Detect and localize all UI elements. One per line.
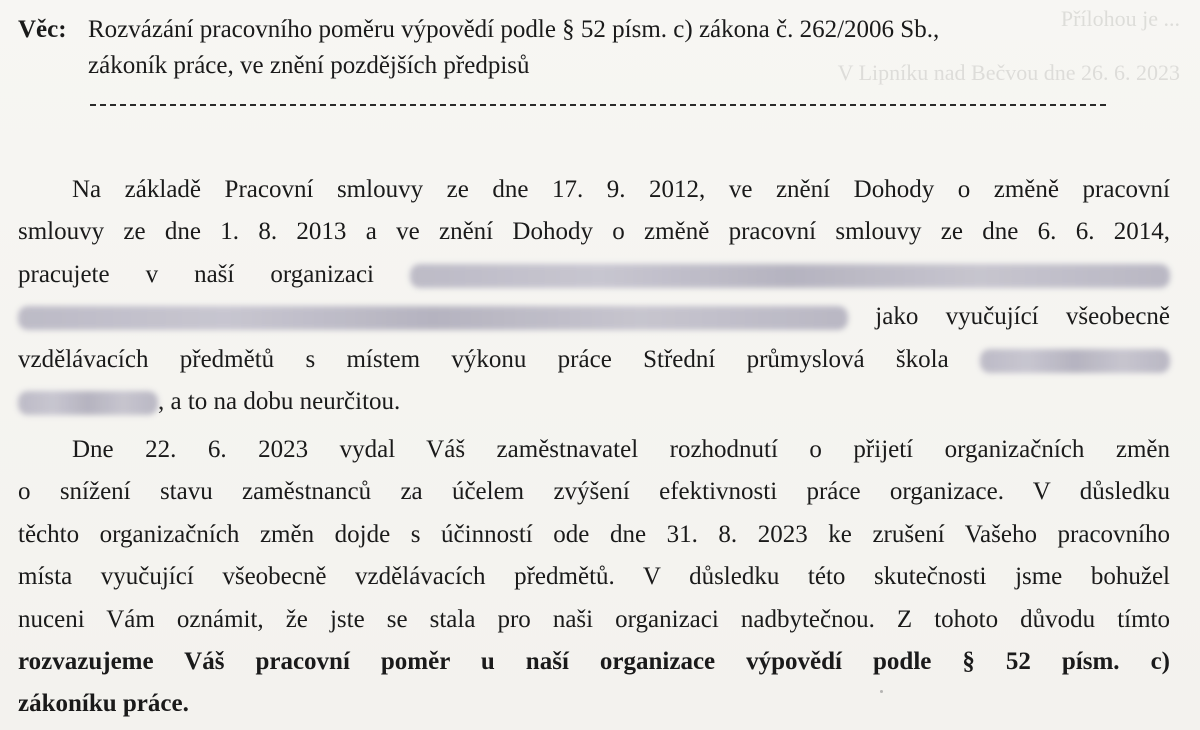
paragraph-1-text-5: vzdělávacích předmětů s místem výkonu práce Střední průmyslová škola (18, 345, 949, 373)
dashed-separator (90, 104, 1106, 106)
bleed-through-text-date: V Lipníku nad Bečvou dne 26. 6. 2023 (837, 60, 1180, 85)
paragraph-termination (18, 429, 1170, 726)
paragraph-1-text-4: jako vyučující všeobecně (875, 303, 1171, 331)
paragraph-2-line-3: těchto organizačních změn dojde s účinností ode dne 31. 8. 2023 ke zrušení Vašeho pracovního (18, 520, 1170, 548)
subject-line-2: zákoník práce, ve znění pozdějších předpisů (88, 52, 530, 79)
redacted-organization-name (410, 264, 1170, 288)
paragraph-2-line-5: nuceni Vám oznámit, že jste se stala pro naši organizaci nadbytečnou. Z tohoto důvodu tímto (18, 605, 1170, 633)
paragraph-2-text-1: Dne 22. 6. 2023 vydal Váš zaměstnavatel rozhodnutí o přijetí organizačních změn (72, 436, 1170, 463)
redacted-school-name (980, 349, 1170, 373)
paragraph-1-line-2: smlouvy ze dne 1. 8. 2013 a ve znění Dohody o změně pracovní smlouvy ze dne 6. 6. 2014, (18, 218, 1170, 246)
redacted-organization-address (18, 306, 848, 330)
bleed-through-text-top: Přílohou je ... (1060, 6, 1180, 31)
paragraph-1-line-5 (18, 339, 1170, 381)
subject-label: Věc: (18, 16, 67, 43)
subject-text-1: Rozvázání pracovního poměru výpovědí podle § 52 písm. c) zákona č. 262/2006 Sb., (88, 16, 940, 43)
paragraph-1-text-3: pracujete v naší organizaci (18, 260, 374, 288)
paragraph-1-text-6: , a to na dobu neurčitou. (158, 388, 401, 416)
redacted-school-location (18, 391, 158, 415)
paragraph-1-line-6 (18, 381, 1170, 423)
subject-block (18, 12, 1178, 84)
paragraph-2-line-6-bold: rozvazujeme Váš pracovní poměr u naší organizace výpovědí podle § 52 písm. c) (18, 648, 1170, 676)
paragraph-1-line-1 (18, 169, 1170, 211)
paragraph-2-line-7-bold: zákoníku práce. (18, 690, 189, 718)
paragraph-employment (18, 169, 1170, 423)
paragraph-2-line-4: místa vyučující všeobecně vzdělávacích předmětů. V důsledku této skutečnosti jsme bohužel (18, 563, 1170, 591)
subject-line-1 (18, 12, 1178, 48)
paragraph-2-line-1 (18, 429, 1170, 471)
paragraph-1-line-3 (18, 254, 1170, 296)
scan-speck (880, 690, 883, 693)
paragraph-2-line-2: o snížení stavu zaměstnanců za účelem zvýšení efektivnosti práce organizace. V důsledku (18, 478, 1170, 506)
paragraph-1-line-4 (18, 296, 1170, 338)
paragraph-1-text-1: Na základě Pracovní smlouvy ze dne 17. 9. 2012, ve znění Dohody o změně pracovní (72, 176, 1170, 203)
